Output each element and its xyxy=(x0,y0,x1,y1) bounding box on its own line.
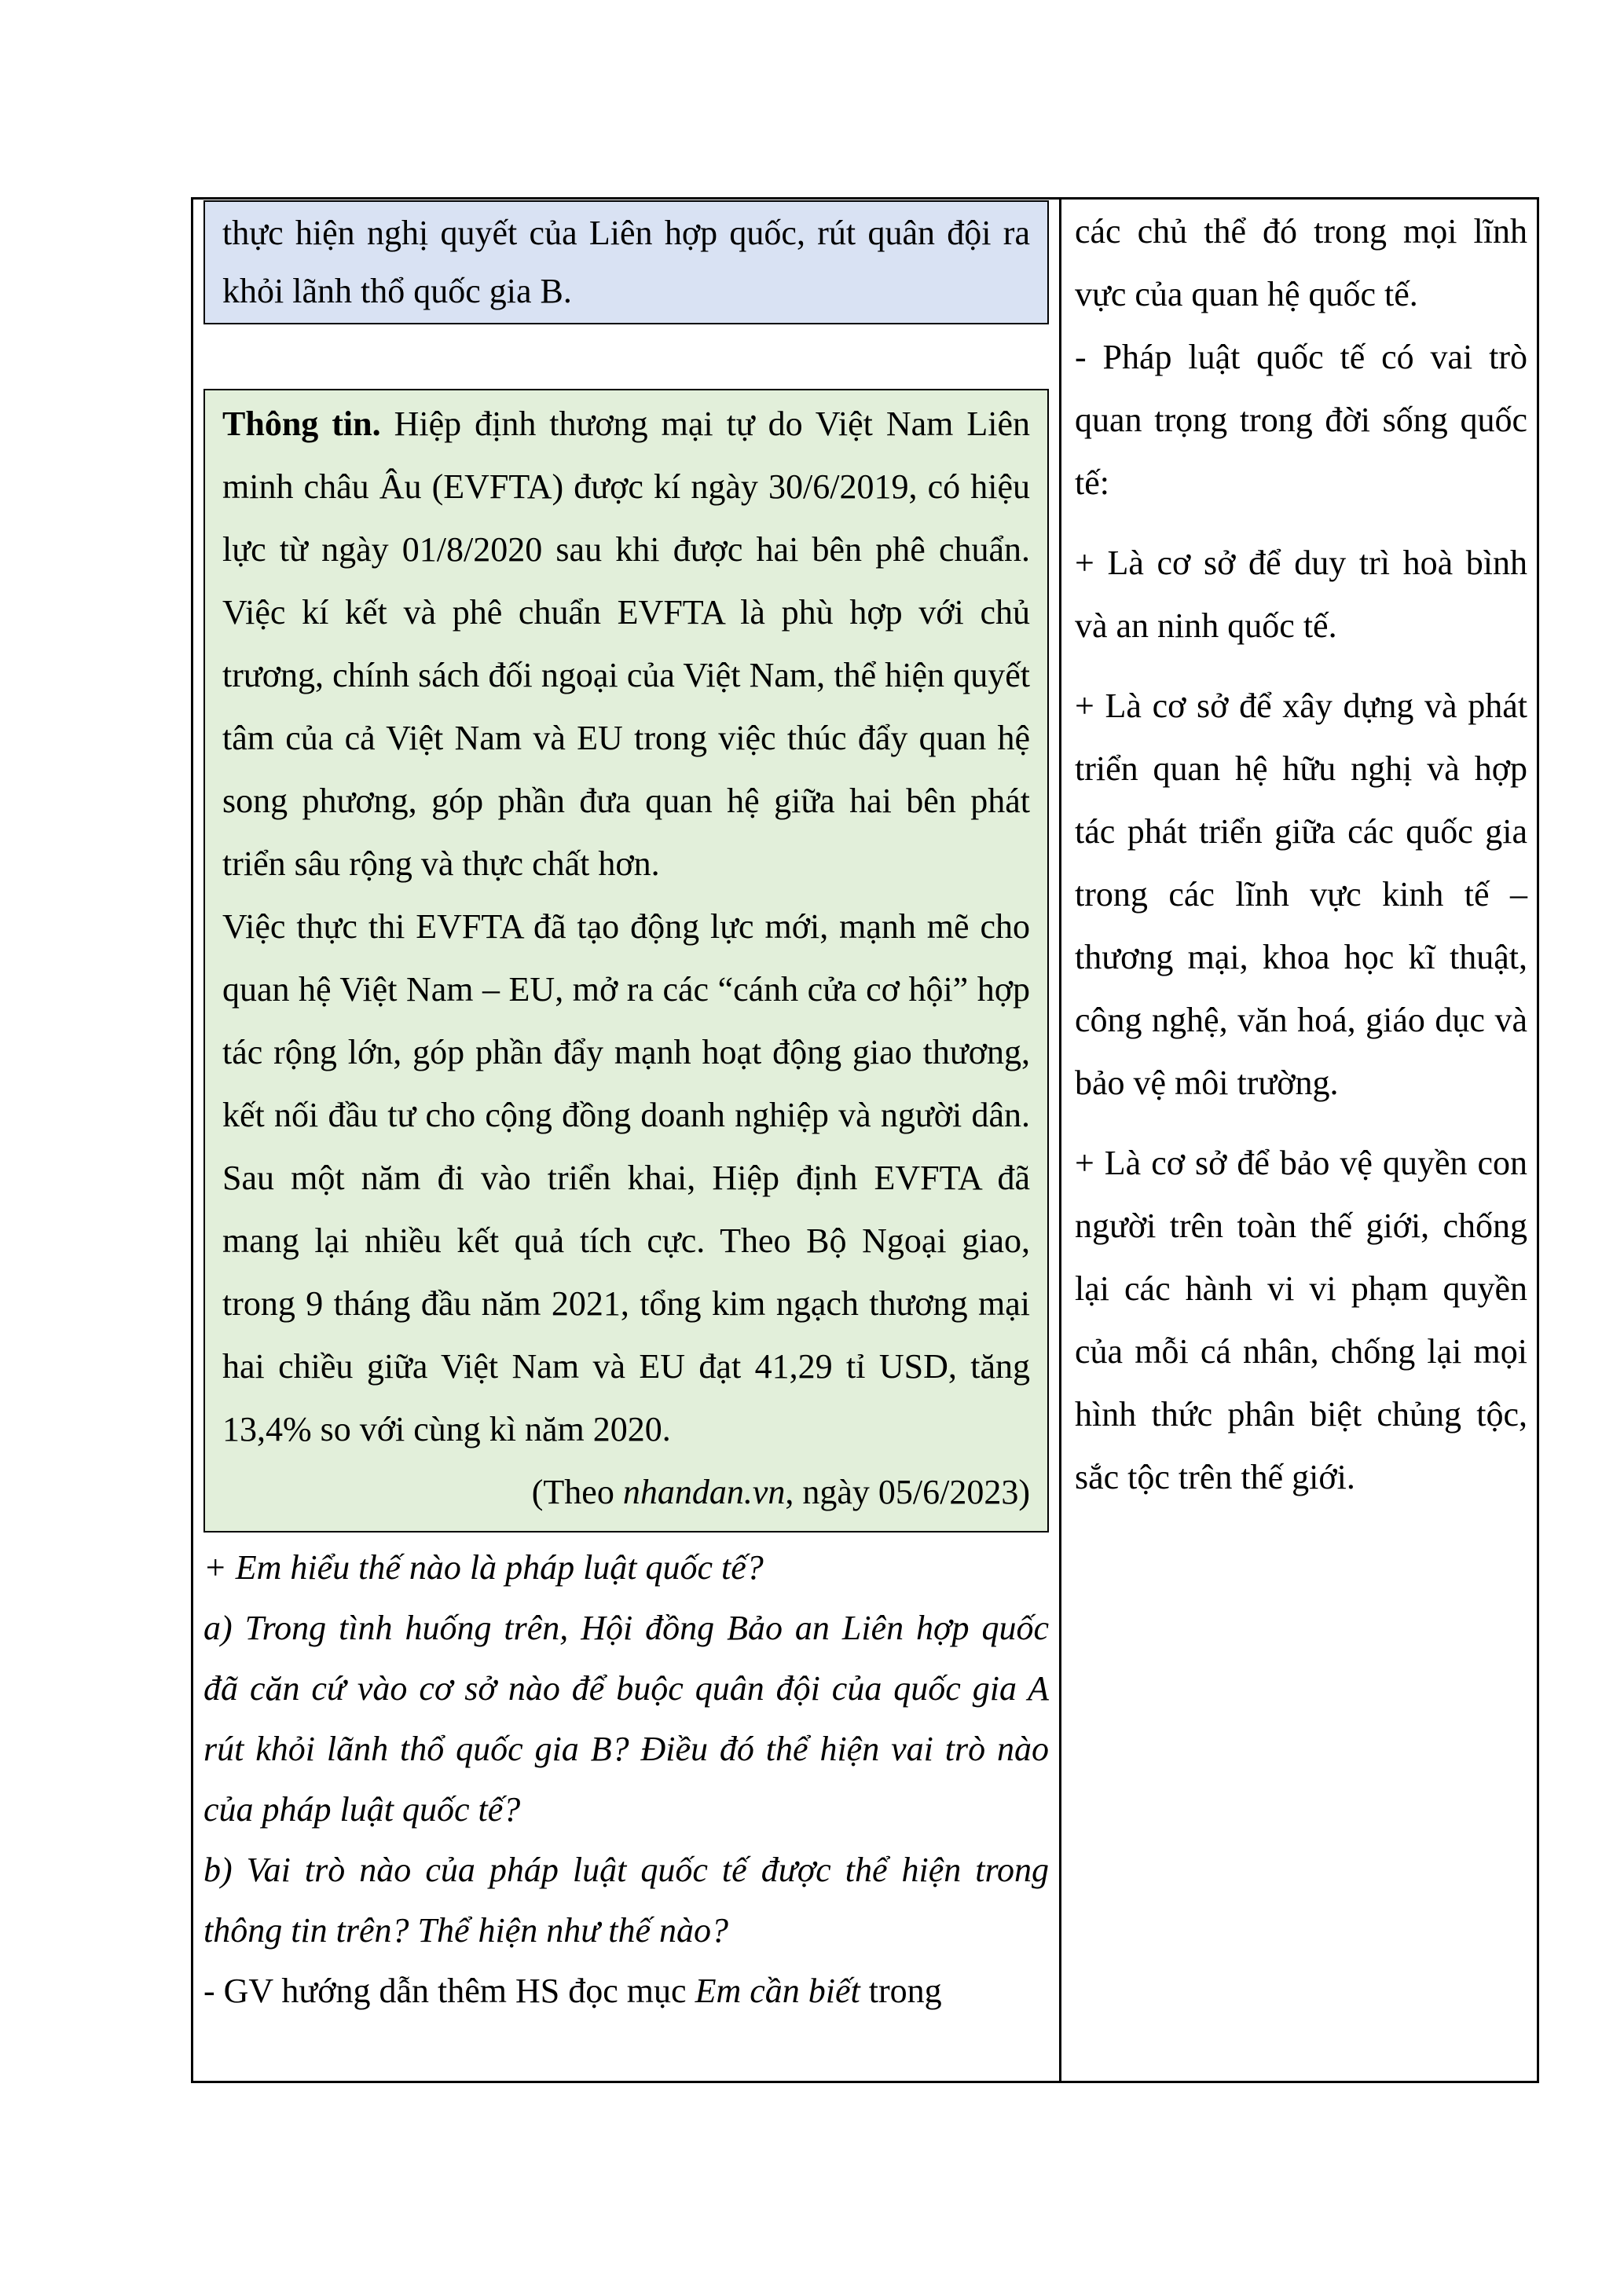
info-source-line xyxy=(222,1461,1030,1524)
right-paragraph-5: + Là cơ sở để bảo vệ quyền con người trên toàn thế giới, chống lại các hành vi vi phạm quyền của mỗi cá nhân, chống lại mọi hình thức phân biệt chủng tộc, sắc tộc trên thế giới. xyxy=(1075,1144,1527,1496)
info-source-suffix: , ngày 05/6/2023) xyxy=(785,1473,1030,1511)
activities-column xyxy=(193,200,1061,2081)
lesson-plan-table xyxy=(191,197,1539,2083)
situation-box xyxy=(203,200,1049,324)
gv-note-line xyxy=(203,1961,1049,2021)
question-intro: + Em hiểu thế nào là pháp luật quốc tế? xyxy=(203,1548,764,1587)
gv-note-italic: Em cần biết xyxy=(695,1972,860,2010)
right-paragraph-1: các chủ thể đó trong mọi lĩnh vực của quan hệ quốc tế. xyxy=(1075,212,1527,313)
info-box-label: Thông tin. xyxy=(222,405,381,443)
info-source-prefix: (Theo xyxy=(531,1473,623,1511)
question-b: b) Vai trò nào của pháp luật quốc tế được thể hiện trong thông tin trên? Thể hiện như thế nào? xyxy=(203,1851,1049,1950)
info-source-site: nhandan.vn xyxy=(622,1473,786,1511)
info-paragraph-2: Việc thực thi EVFTA đã tạo động lực mới, mạnh mẽ cho quan hệ Việt Nam – EU, mở ra các “cánh cửa cơ hội” hợp tác rộng lớn, góp phần đẩy mạnh hoạt động giao thương, kết nối đầu tư cho cộng đồng doanh nghiệp và người dân. Sau một năm đi vào triển khai, Hiệp định EVFTA đã mang lại nhiều kết quả tích cực. Theo Bộ Ngoại giao, trong 9 tháng đầu năm 2021, tổng kim ngạch thương mại hai chiều giữa Việt Nam và EU đạt 41,29 tỉ USD, tăng 13,4% so với cùng kì năm 2020. xyxy=(222,907,1030,1448)
gv-note-suffix: trong xyxy=(860,1972,942,2010)
situation-text: thực hiện nghị quyết của Liên hợp quốc, rút quân đội ra khỏi lãnh thổ quốc gia B. xyxy=(222,214,1030,310)
content-column xyxy=(1061,200,1537,2081)
question-a: a) Trong tình huống trên, Hội đồng Bảo an Liên hợp quốc đã căn cứ vào cơ sở nào để buộc quân đội của quốc gia A rút khỏi lãnh thổ quốc gia B? Điều đó thể hiện vai trò nào của pháp luật quốc tế? xyxy=(203,1609,1049,1829)
gv-note-prefix: - GV hướng dẫn thêm HS đọc mục xyxy=(203,1972,695,2010)
right-paragraph-4: + Là cơ sở để xây dựng và phát triển quan hệ hữu nghị và hợp tác phát triển giữa các quốc gia trong các lĩnh vực kinh tế – thương mại, khoa học kĩ thuật, công nghệ, văn hoá, giáo dục và bảo vệ môi trường. xyxy=(1075,687,1527,1102)
right-paragraph-2: - Pháp luật quốc tế có vai trò quan trọng trong đời sống quốc tế: xyxy=(1075,338,1527,502)
info-paragraph-1-text: Hiệp định thương mại tự do Việt Nam Liên minh châu Âu (EVFTA) được kí ngày 30/6/2019, có hiệu lực từ ngày 01/8/2020 sau khi được hai bên phê chuẩn. Việc kí kết và phê chuẩn EVFTA là phù hợp với chủ trương, chính sách đối ngoại của Việt Nam, thể hiện quyết tâm của cả Việt Nam và EU trong việc thúc đẩy quan hệ song phương, góp phần đưa quan hệ giữa hai bên phát triển sâu rộng và thực chất hơn. xyxy=(222,405,1031,883)
info-paragraph-1 xyxy=(222,393,1030,895)
right-paragraph-3: + Là cơ sở để duy trì hoà bình và an ninh quốc tế. xyxy=(1075,544,1527,645)
info-box xyxy=(203,389,1049,1532)
questions-block xyxy=(203,1537,1049,1961)
